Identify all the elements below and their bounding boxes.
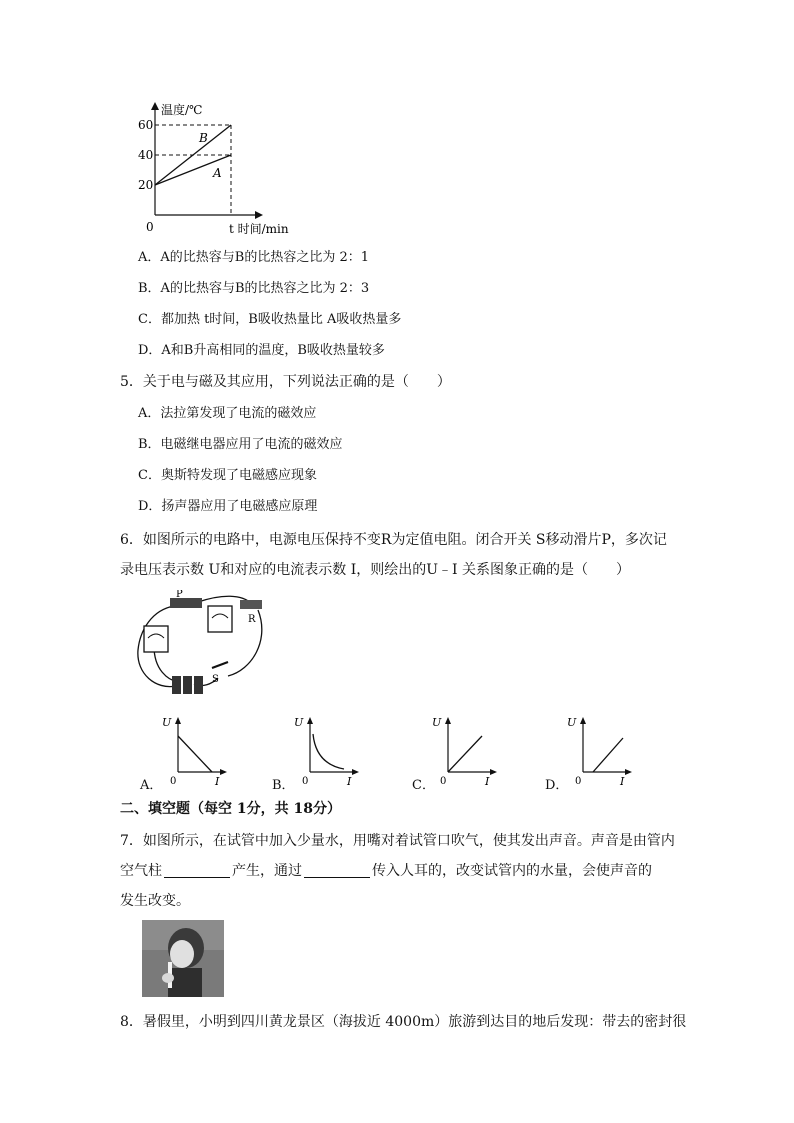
q6-stem-line2: 录电压表示数 U和对应的电流表示数 I，则绘出的U﹣I 关系图象正确的是（ ） <box>120 562 631 578</box>
rheostat <box>170 598 202 608</box>
q6-graph-d <box>565 712 635 788</box>
q6-option-c-label: C． <box>412 778 435 793</box>
wire <box>228 610 262 676</box>
q6-graph-c <box>430 712 500 788</box>
q7-photo <box>142 920 224 997</box>
voltmeter <box>144 626 168 652</box>
i-label: I <box>347 775 352 788</box>
u-axis-arrow <box>445 717 451 724</box>
q6-option-d-label: D． <box>545 778 569 793</box>
q6-stem-line1: 6．如图所示的电路中，电源电压保持不变R为定值电阻。闭合开关 S移动滑片P，多次记 <box>120 532 667 548</box>
origin-label: 0 <box>575 776 582 787</box>
i-axis-arrow <box>490 769 497 775</box>
u-axis-arrow <box>307 717 313 724</box>
series-b-label: B <box>199 131 208 145</box>
resistor-label: R <box>248 614 256 625</box>
battery-cell <box>194 676 203 694</box>
child-hand <box>162 973 174 983</box>
q4-option-a: A．A的比热容与B的比热容之比为 2：1 <box>138 250 370 265</box>
u-label: U <box>294 716 304 729</box>
series-a-label: A <box>213 166 222 180</box>
q7-text: 传入人耳的，改变试管内的水量，会使声音的 <box>372 863 652 879</box>
u-axis-arrow <box>580 717 586 724</box>
y-axis-label: 温度/℃ <box>161 103 203 117</box>
q7-text: 产生，通过 <box>232 863 302 879</box>
q4-option-b: B．A的比热容与B的比热容之比为 2：3 <box>138 281 370 296</box>
u-label: U <box>567 716 577 729</box>
origin-label: 0 <box>440 776 447 787</box>
slider-label: P <box>176 590 183 600</box>
i-axis-arrow <box>625 769 632 775</box>
origin-label: 0 <box>170 776 177 787</box>
x-axis-label: t 时间/min <box>229 222 289 236</box>
q7-stem-line3: 发生改变。 <box>120 893 190 909</box>
i-label: I <box>485 775 490 788</box>
battery-cell <box>172 676 181 694</box>
switch <box>212 662 228 668</box>
resistor <box>240 600 262 609</box>
tick-20: 20 <box>138 178 154 192</box>
tick-60: 60 <box>138 118 154 132</box>
q5-stem: 5．关于电与磁及其应用，下列说法正确的是（ ） <box>120 374 451 390</box>
graph-curve <box>313 734 344 769</box>
q5-option-b: B．电磁继电器应用了电流的磁效应 <box>138 437 343 452</box>
y-axis-arrow <box>151 102 159 110</box>
switch-label: S <box>212 674 219 685</box>
origin-label: 0 <box>302 776 309 787</box>
i-label: I <box>215 775 220 788</box>
q8-stem-line1: 8．暑假里，小明到四川黄龙景区（海拔近 4000m）旅游到达目的地后发现：带去的密封很 <box>120 1014 687 1030</box>
answer-blank-1[interactable] <box>164 863 230 878</box>
q7-stem-line2 <box>120 861 652 881</box>
i-axis-arrow <box>352 769 359 775</box>
u-axis-arrow <box>175 717 181 724</box>
u-label: U <box>162 716 172 729</box>
battery-cell <box>183 676 192 694</box>
u-label: U <box>432 716 442 729</box>
child-face <box>170 940 194 968</box>
q5-option-d: D．扬声器应用了电磁感应原理 <box>138 499 318 514</box>
graph-line <box>448 736 482 772</box>
circuit-diagram <box>132 590 272 702</box>
i-axis-arrow <box>220 769 227 775</box>
q4-option-d: D．A和B升高相同的温度，B吸收热量较多 <box>138 343 385 358</box>
child-body <box>168 968 202 997</box>
graph-line <box>593 738 623 772</box>
ammeter <box>208 606 232 632</box>
origin-label: 0 <box>146 220 154 234</box>
x-axis-arrow <box>255 211 263 219</box>
q4-option-c: C．都加热 t时间，B吸收热量比 A吸收热量多 <box>138 312 402 327</box>
q7-stem-line1: 7．如图所示，在试管中加入少量水，用嘴对着试管口吹气，使其发出声音。声音是由管内 <box>120 833 675 849</box>
q6-graph-a <box>160 712 230 788</box>
section-heading: 二、填空题（每空 1分，共 18分） <box>120 801 341 817</box>
q6-graph-b <box>292 712 362 788</box>
i-label: I <box>620 775 625 788</box>
answer-blank-2[interactable] <box>304 863 370 878</box>
q6-option-b-label: B． <box>272 778 295 793</box>
temperature-time-graph <box>135 100 295 240</box>
graph-line <box>178 736 212 772</box>
q6-option-a-label: A． <box>140 778 163 793</box>
q7-text: 空气柱 <box>120 863 162 879</box>
tick-40: 40 <box>138 148 154 162</box>
q5-option-c: C．奥斯特发现了电磁感应现象 <box>138 468 317 483</box>
q5-option-a: A．法拉第发现了电流的磁效应 <box>138 406 317 421</box>
